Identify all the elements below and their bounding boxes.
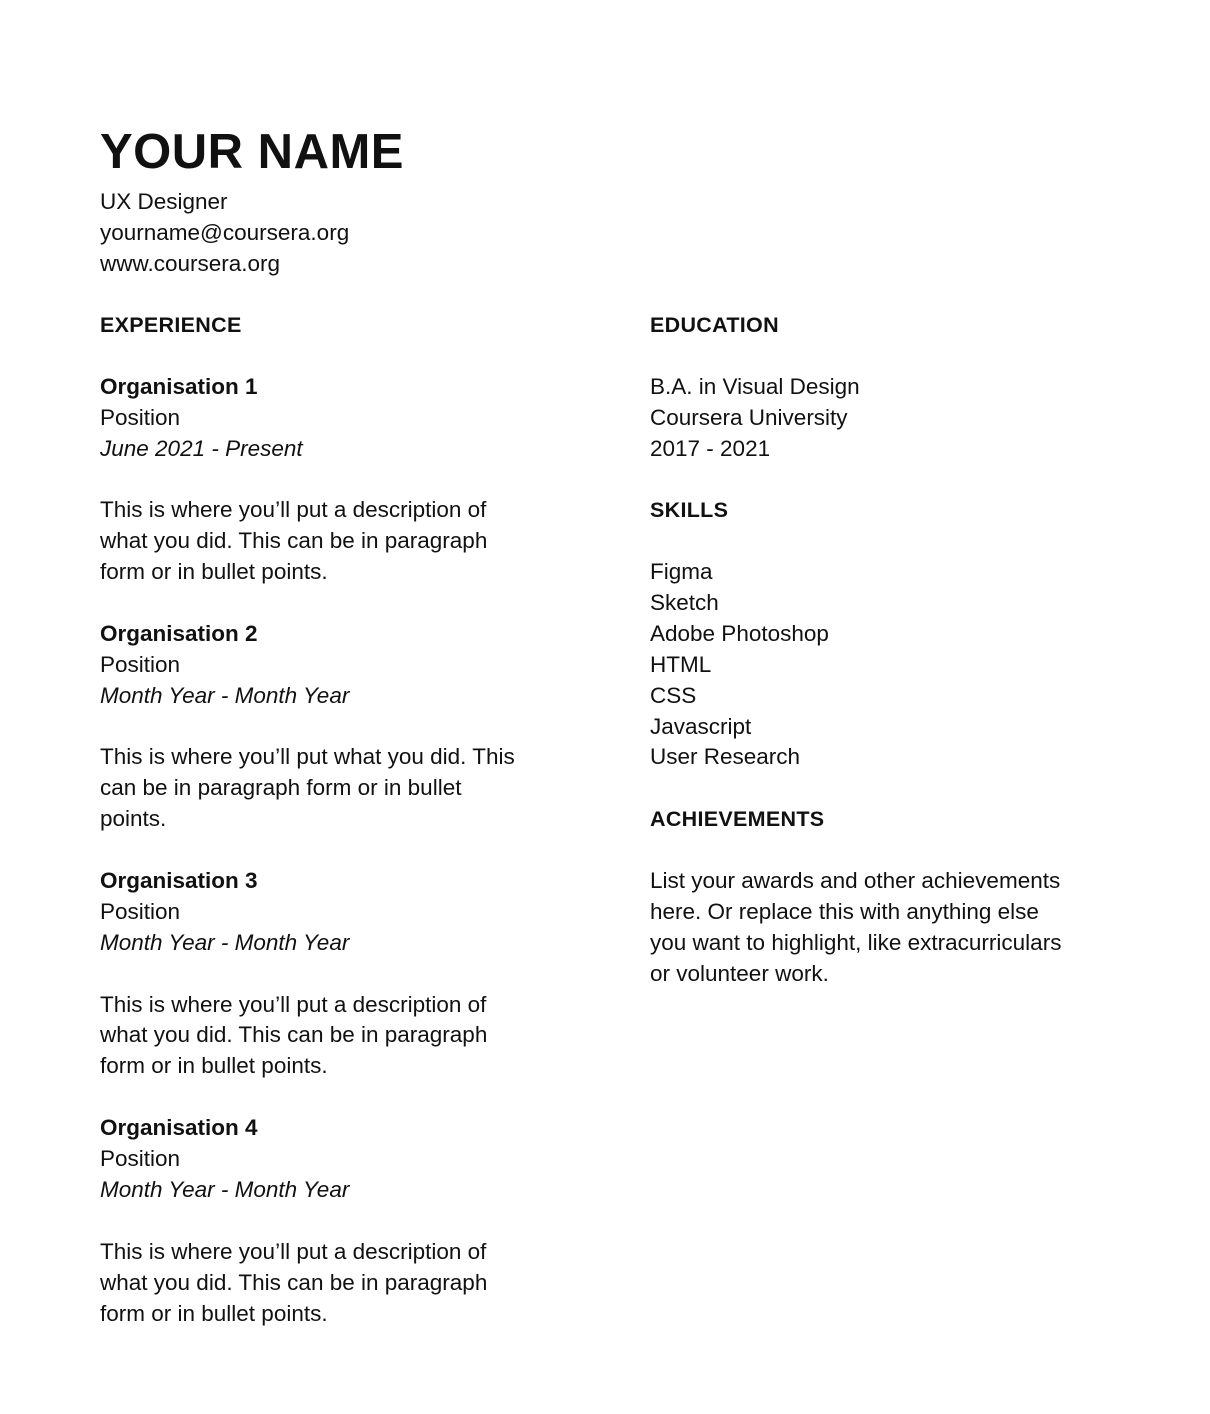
achievements-line: here. Or replace this with anything else	[650, 898, 1039, 924]
education-heading: EDUCATION	[650, 313, 779, 337]
experience-item	[100, 1082, 600, 1329]
date-range: Month Year - Month Year	[100, 929, 350, 955]
position: Position	[100, 404, 181, 430]
skills-list	[650, 557, 1170, 773]
position: Position	[100, 898, 181, 924]
education-years: 2017 - 2021	[650, 435, 771, 461]
school: Coursera University	[650, 404, 848, 430]
description-line: what you did. This can be in paragraph	[100, 528, 488, 554]
position: Position	[100, 651, 181, 677]
date-range: June 2021 - Present	[100, 435, 303, 461]
skills-heading: SKILLS	[650, 498, 729, 523]
organisation-name: Organisation 3	[100, 868, 258, 894]
achievements-heading: ACHIEVEMENTS	[650, 807, 825, 832]
experience-item	[100, 588, 600, 835]
contact-block	[100, 187, 349, 280]
achievements-text	[650, 866, 1170, 990]
skill-item: User Research	[650, 744, 801, 770]
description-line: form or in bullet points.	[100, 559, 328, 585]
description-line: This is where you’ll put a description of	[100, 991, 487, 1017]
organisation-name: Organisation 1	[100, 373, 258, 399]
experience-item	[100, 341, 600, 588]
experience-item	[100, 835, 600, 1082]
skill-item: HTML	[650, 651, 712, 677]
achievements-line: List your awards and other achievements	[650, 868, 1061, 894]
description-line: form or in bullet points.	[100, 1053, 328, 1079]
website: www.coursera.org	[100, 250, 281, 276]
description-line: This is where you’ll put a description of	[100, 497, 487, 523]
right-column	[650, 310, 1170, 990]
date-range: Month Year - Month Year	[100, 1176, 350, 1202]
organisation-name: Organisation 4	[100, 1115, 258, 1141]
date-range: Month Year - Month Year	[100, 682, 350, 708]
description-line: points.	[100, 806, 167, 832]
experience-list	[100, 341, 600, 1330]
skill-item: Sketch	[650, 590, 719, 616]
experience-heading: EXPERIENCE	[100, 313, 242, 337]
description-line: what you did. This can be in paragraph	[100, 1022, 488, 1048]
skill-item: Figma	[650, 559, 713, 585]
education-section	[650, 310, 1170, 495]
resume-name: YOUR NAME	[100, 125, 404, 179]
description-line: what you did. This can be in paragraph	[100, 1269, 488, 1295]
achievements-line: you want to highlight, like extracurriculars	[650, 929, 1062, 955]
organisation-name: Organisation 2	[100, 620, 258, 646]
email: yourname@coursera.org	[100, 219, 350, 245]
degree: B.A. in Visual Design	[650, 373, 860, 399]
description-line: This is where you’ll put what you did. This	[100, 744, 515, 770]
skill-item: CSS	[650, 682, 697, 708]
skill-item: Javascript	[650, 713, 752, 739]
description-line: can be in paragraph form or in bullet	[100, 775, 462, 801]
description-line: This is where you’ll put a description of	[100, 1238, 487, 1264]
job-title: UX Designer	[100, 189, 228, 214]
experience-section	[100, 310, 600, 1329]
skills-section	[650, 495, 1170, 804]
achievements-section	[650, 804, 1170, 989]
skill-item: Adobe Photoshop	[650, 620, 829, 646]
achievements-line: or volunteer work.	[650, 960, 829, 986]
position: Position	[100, 1146, 181, 1172]
description-line: form or in bullet points.	[100, 1300, 328, 1326]
